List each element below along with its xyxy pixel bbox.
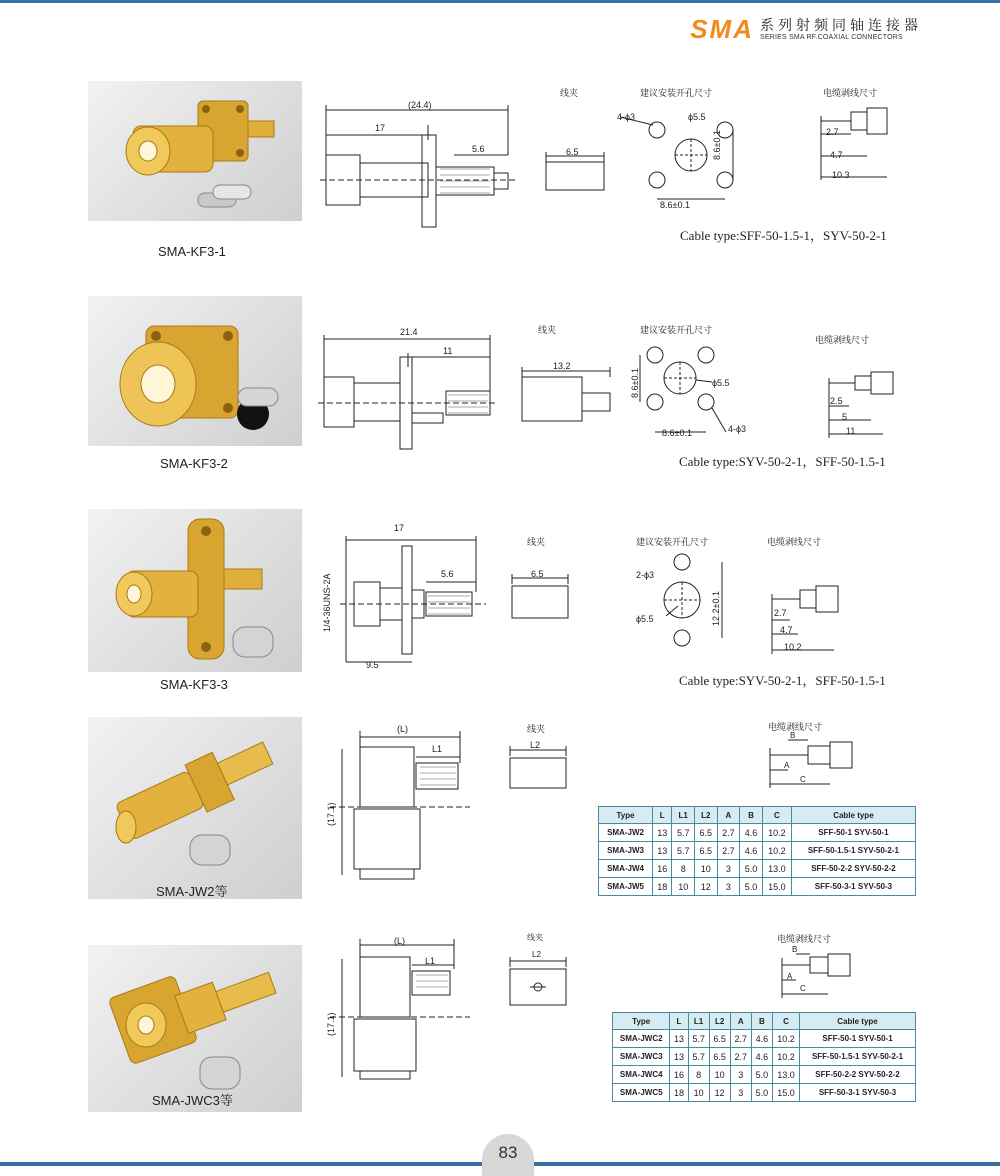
mount-hole-label: 建议安装开孔尺寸: [640, 88, 713, 98]
dim-clip: L2: [532, 950, 541, 959]
dim-clip: L2: [530, 740, 541, 750]
pitch-vertical: 8.6±0.1: [712, 130, 722, 160]
strip-c: 10.2: [784, 642, 802, 652]
hole-center: ϕ5.5: [636, 614, 654, 624]
dim-clip: 6.5: [566, 147, 579, 157]
col-c: C: [762, 807, 791, 824]
strip-c: C: [800, 984, 806, 993]
col-l2: L2: [695, 807, 718, 824]
col-l1: L1: [672, 807, 695, 824]
hole-center: ϕ5.5: [712, 378, 730, 388]
clip-drawing: [544, 150, 608, 196]
dim-l1: L1: [432, 744, 443, 754]
product-photo-kf3-3: [88, 509, 302, 672]
cable-type: Cable type:SFF-50-1.5-1，SYV-50-2-1: [680, 228, 887, 243]
product-photo-jwc3: [88, 945, 302, 1112]
strip-label: 电缆剥线尺寸: [767, 537, 822, 547]
product-photo-kf3-1: [88, 81, 302, 221]
strip-c: 11: [846, 426, 856, 436]
col-b: B: [751, 1013, 772, 1030]
dim-length: (L): [394, 936, 405, 946]
drawing-side-view: [330, 725, 470, 885]
col-l: L: [670, 1013, 688, 1030]
thread-spec: 1/4-36UNS-2A: [322, 573, 332, 632]
model-name: SMA-KF3-1: [158, 244, 226, 259]
dim-total: 17: [394, 523, 405, 533]
strip-label: 电缆剥线尺寸: [815, 335, 870, 345]
clip-label: 线夹: [527, 537, 546, 547]
strip-label: 电缆剥线尺寸: [768, 722, 823, 732]
drawing-side-view: [330, 935, 470, 1083]
dim-body: 17: [375, 123, 386, 133]
dim-total: 21.4: [400, 327, 418, 337]
col-type: Type: [599, 807, 653, 824]
model-name: SMA-JW2等: [156, 884, 228, 899]
pitch-horizontal: 8.6±0.1: [662, 428, 692, 438]
model-name: SMA-KF3-3: [160, 677, 228, 692]
dim-total: (24.4): [408, 100, 432, 110]
model-name: SMA-JWC3等: [152, 1093, 233, 1108]
header-title-cn: 系列射频同轴连接器: [760, 16, 922, 33]
page-header: [690, 14, 922, 45]
col-l1: L1: [688, 1013, 709, 1030]
strip-drawing: [768, 582, 848, 658]
mount-hole-label: 建议安装开孔尺寸: [636, 537, 709, 547]
strip-c: 10.3: [832, 170, 850, 180]
clip-label: 线夹: [527, 933, 543, 942]
drawing-side-view: [340, 532, 490, 672]
header-title-en: SERIES SMA RF.COAXIAL CONNECTORS: [760, 33, 903, 41]
clip-drawing: [520, 365, 616, 425]
strip-a: 2.7: [774, 608, 787, 618]
strip-a: A: [787, 972, 793, 981]
dim-length: (L): [397, 724, 408, 734]
table-row: SMA-JW3 13 5.7 6.5 2.7 4.6 10.2 SFF-50-1.5-1 SYV-50-2-1: [599, 842, 916, 860]
strip-label: 电缆剥线尺寸: [777, 934, 832, 944]
spec-table-jwc: [612, 1012, 916, 1102]
strip-drawing: [764, 730, 864, 790]
strip-b: 5: [842, 412, 848, 422]
dim-l1: L1: [425, 956, 436, 966]
cable-type: Cable type:SYV-50-2-1，SFF-50-1.5-1: [679, 673, 886, 688]
top-rule: [0, 0, 1000, 3]
clip-label: 线夹: [560, 88, 579, 98]
hole-small: 2-ϕ3: [636, 570, 655, 580]
table-row: SMA-JWC5 18 10 12 3 5.0 15.0 SFF-50-3-1 SYV-50-3: [613, 1084, 916, 1102]
dim-crimp: 5.6: [472, 144, 485, 154]
pitch-vertical: 12.2±0.1: [711, 591, 721, 626]
col-b: B: [740, 807, 763, 824]
dim-body: 11: [443, 346, 453, 356]
hole-small: 4-ϕ3: [617, 112, 636, 122]
col-type: Type: [613, 1013, 670, 1030]
col-a: A: [717, 807, 740, 824]
col-a: A: [730, 1013, 751, 1030]
col-l2: L2: [709, 1013, 730, 1030]
product-photo-kf3-2: [88, 296, 302, 446]
col-cable-type: Cable type: [800, 1013, 916, 1030]
table-row: SMA-JWC2 13 5.7 6.5 2.7 4.6 10.2 SFF-50-1 SYV-50-1: [613, 1030, 916, 1048]
drawing-side-view: [318, 327, 498, 457]
strip-b: B: [792, 945, 798, 954]
strip-b: 4.7: [780, 625, 793, 635]
mount-hole-drawing: [630, 550, 740, 660]
strip-a: 2.5: [830, 396, 843, 406]
dim-clip: 6.5: [531, 569, 544, 579]
mount-hole-label: 建议安装开孔尺寸: [640, 325, 713, 335]
clip-drawing: [508, 955, 572, 1011]
table-row: SMA-JW5 18 10 12 3 5.0 15.0 SFF-50-3-1 SYV-50-3: [599, 878, 916, 896]
col-cable-type: Cable type: [791, 807, 915, 824]
clip-drawing: [510, 572, 574, 622]
strip-a: A: [784, 761, 790, 770]
cable-type: Cable type:SYV-50-2-1，SFF-50-1.5-1: [679, 454, 886, 469]
brand-logo: SMA: [690, 14, 754, 44]
table-row: SMA-JWC3 13 5.7 6.5 2.7 4.6 10.2 SFF-50-1.5-1 SYV-50-2-1: [613, 1048, 916, 1066]
dim-clip: 13.2: [553, 361, 571, 371]
table-row: SMA-JW2 13 5.7 6.5 2.7 4.6 10.2 SFF-50-1 SYV-50-1: [599, 824, 916, 842]
col-c: C: [772, 1013, 799, 1030]
pitch-horizontal: 8.6±0.1: [660, 200, 690, 210]
pitch-vertical: 8.6±0.1: [630, 368, 640, 398]
drawing-side-view: [320, 95, 520, 235]
dim-height: (17.1): [326, 1012, 336, 1036]
hole-center: ϕ5.5: [688, 112, 706, 122]
strip-c: C: [800, 775, 806, 784]
page-number: 83: [482, 1134, 534, 1176]
table-row: SMA-JW4 16 8 10 3 5.0 13.0 SFF-50-2-2 SYV-50-2-2: [599, 860, 916, 878]
clip-label: 线夹: [538, 325, 557, 335]
product-photo-jw2: [88, 717, 302, 899]
dim-crimp: 5.6: [441, 569, 454, 579]
spec-table-jw: [598, 806, 916, 896]
strip-drawing: [815, 104, 915, 184]
clip-drawing: [508, 744, 572, 792]
dim-height: (17.1): [326, 802, 336, 826]
strip-b: B: [790, 731, 796, 740]
clip-label: 线夹: [527, 724, 546, 734]
strip-label: 电缆剥线尺寸: [823, 88, 878, 98]
dim-front: 9.5: [366, 660, 379, 670]
strip-b: 4.7: [830, 150, 843, 160]
model-name: SMA-KF3-2: [160, 456, 228, 471]
table-row: SMA-JWC4 16 8 10 3 5.0 13.0 SFF-50-2-2 SYV-50-2-2: [613, 1066, 916, 1084]
hole-small: 4-ϕ3: [728, 424, 747, 434]
col-l: L: [653, 807, 672, 824]
strip-a: 2.7: [826, 127, 839, 137]
